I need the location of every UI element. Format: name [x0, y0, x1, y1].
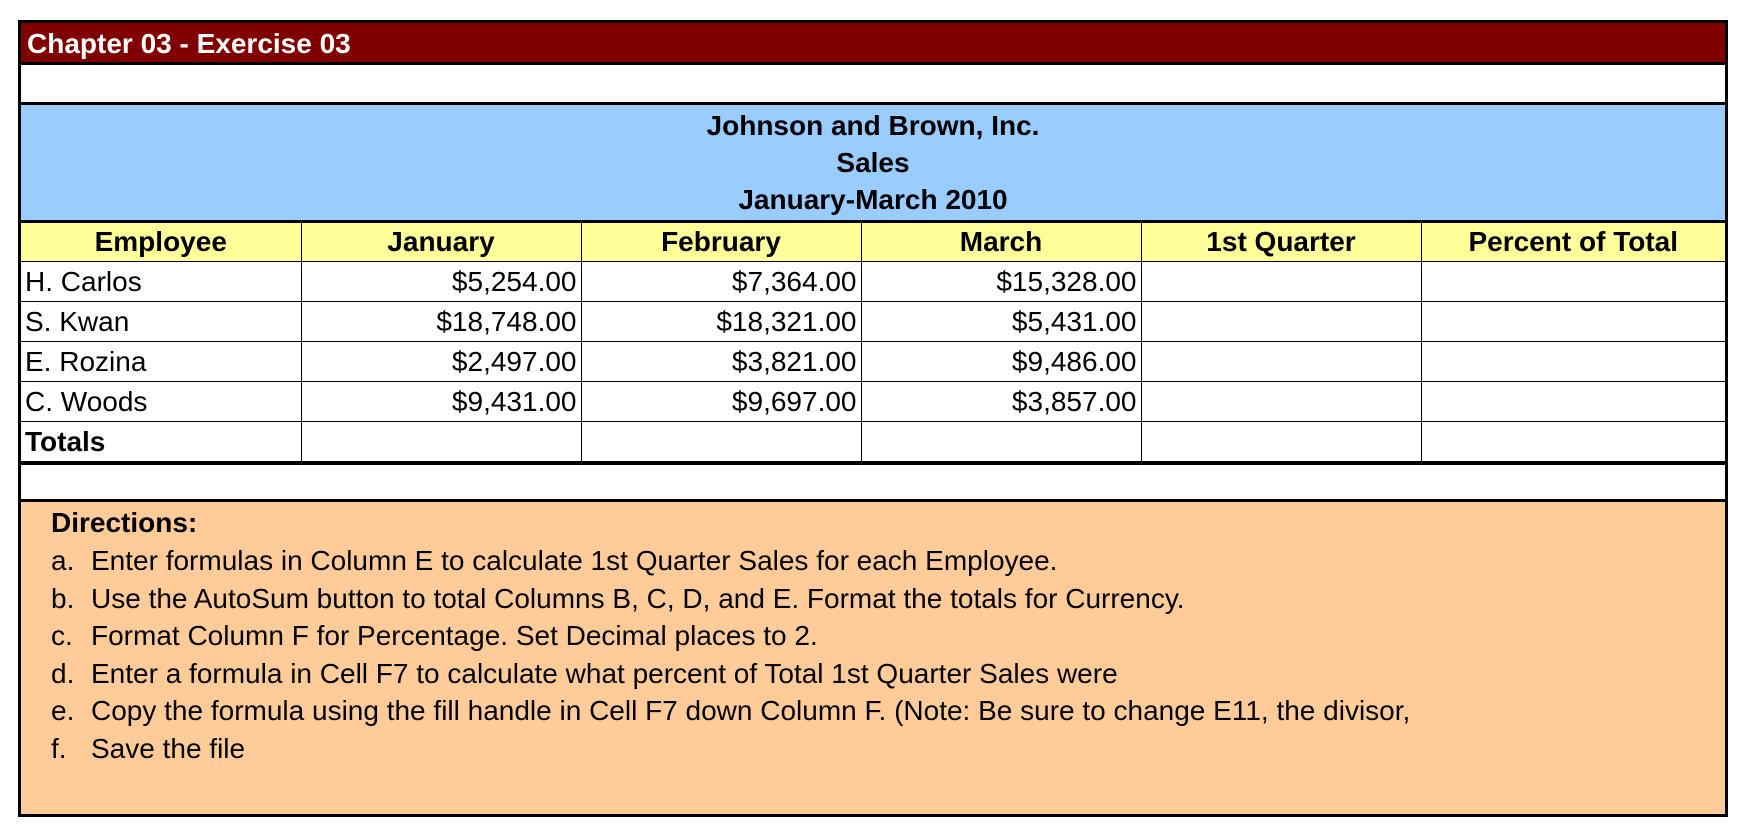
cell-totals-label[interactable]: Totals [21, 422, 301, 462]
direction-marker: f. [51, 732, 67, 764]
cell-1st-quarter[interactable] [1141, 302, 1421, 342]
direction-marker: c. [51, 620, 73, 651]
cell-total-february[interactable] [581, 422, 861, 462]
table-row [21, 342, 1725, 382]
exercise-title: Chapter 03 - Exercise 03 [21, 23, 1725, 65]
column-header-row [21, 223, 1725, 262]
direction-text: Copy the formula using the fill handle in Cell F7 down Column F. (Note: Be sure to change E11, the divisor, [91, 695, 1411, 726]
direction-text: Enter a formula in Cell F7 to calculate what percent of Total 1st Quarter Sales were [91, 657, 1118, 689]
table-row [21, 382, 1725, 422]
table-row [21, 262, 1725, 302]
col-header-february[interactable]: February [581, 223, 861, 262]
direction-marker: d. [51, 657, 75, 689]
cell-1st-quarter[interactable] [1141, 342, 1421, 382]
direction-item [51, 730, 1725, 768]
direction-item [51, 692, 1725, 730]
cell-percent-of-total[interactable] [1421, 302, 1725, 342]
cell-march[interactable]: $9,486.00 [861, 342, 1141, 382]
cell-total-1st-quarter[interactable] [1141, 422, 1421, 462]
col-header-january[interactable]: January [301, 223, 581, 262]
cell-1st-quarter[interactable] [1141, 262, 1421, 302]
cell-february[interactable]: $3,821.00 [581, 342, 861, 382]
report-header [21, 105, 1725, 222]
cell-1st-quarter[interactable] [1141, 382, 1421, 422]
cell-march[interactable]: $5,431.00 [861, 302, 1141, 342]
blank-row[interactable] [21, 65, 1725, 105]
direction-item [51, 655, 1725, 693]
cell-employee[interactable]: S. Kwan [21, 302, 301, 342]
cell-february[interactable]: $9,697.00 [581, 382, 861, 422]
cell-percent-of-total[interactable] [1421, 342, 1725, 382]
cell-total-march[interactable] [861, 422, 1141, 462]
cell-total-percent[interactable] [1421, 422, 1725, 462]
cell-total-january[interactable] [301, 422, 581, 462]
report-subtitle: Sales [836, 147, 910, 178]
directions-title: Directions: [51, 507, 198, 538]
direction-text: Use the AutoSum button to total Columns B, C, D, and E. Format the totals for Currency. [91, 582, 1185, 614]
direction-text: Enter formulas in Column E to calculate 1st Quarter Sales for each Employee. [91, 545, 1058, 576]
cell-january[interactable]: $2,497.00 [301, 342, 581, 382]
direction-item [51, 617, 1725, 655]
col-header-percent-of-total[interactable]: Percent of Total [1421, 223, 1725, 262]
company-name: Johnson and Brown, Inc. [706, 110, 1040, 141]
directions-panel [21, 502, 1725, 814]
cell-employee[interactable]: C. Woods [21, 382, 301, 422]
table-row [21, 302, 1725, 342]
col-header-employee[interactable]: Employee [21, 223, 301, 262]
cell-january[interactable]: $9,431.00 [301, 382, 581, 422]
cell-march[interactable]: $15,328.00 [861, 262, 1141, 302]
cell-february[interactable]: $7,364.00 [581, 262, 861, 302]
direction-item [51, 580, 1725, 618]
spreadsheet-sheet [18, 20, 1728, 817]
direction-marker: b. [51, 582, 75, 614]
direction-marker: e. [51, 695, 75, 726]
cell-employee[interactable]: H. Carlos [21, 262, 301, 302]
col-header-march[interactable]: March [861, 223, 1141, 262]
cell-january[interactable]: $5,254.00 [301, 262, 581, 302]
cell-march[interactable]: $3,857.00 [861, 382, 1141, 422]
cell-employee[interactable]: E. Rozina [21, 342, 301, 382]
direction-item [51, 542, 1725, 580]
direction-text: Save the file [91, 732, 246, 764]
direction-marker: a. [51, 545, 75, 576]
direction-text: Format Column F for Percentage. Set Decimal places to 2. [91, 620, 818, 651]
blank-row[interactable] [21, 462, 1725, 502]
cell-january[interactable]: $18,748.00 [301, 302, 581, 342]
cell-percent-of-total[interactable] [1421, 382, 1725, 422]
cell-february[interactable]: $18,321.00 [581, 302, 861, 342]
sales-table [21, 222, 1725, 462]
cell-percent-of-total[interactable] [1421, 262, 1725, 302]
col-header-1st-quarter[interactable]: 1st Quarter [1141, 223, 1421, 262]
totals-row [21, 422, 1725, 462]
report-period: January-March 2010 [738, 184, 1008, 215]
